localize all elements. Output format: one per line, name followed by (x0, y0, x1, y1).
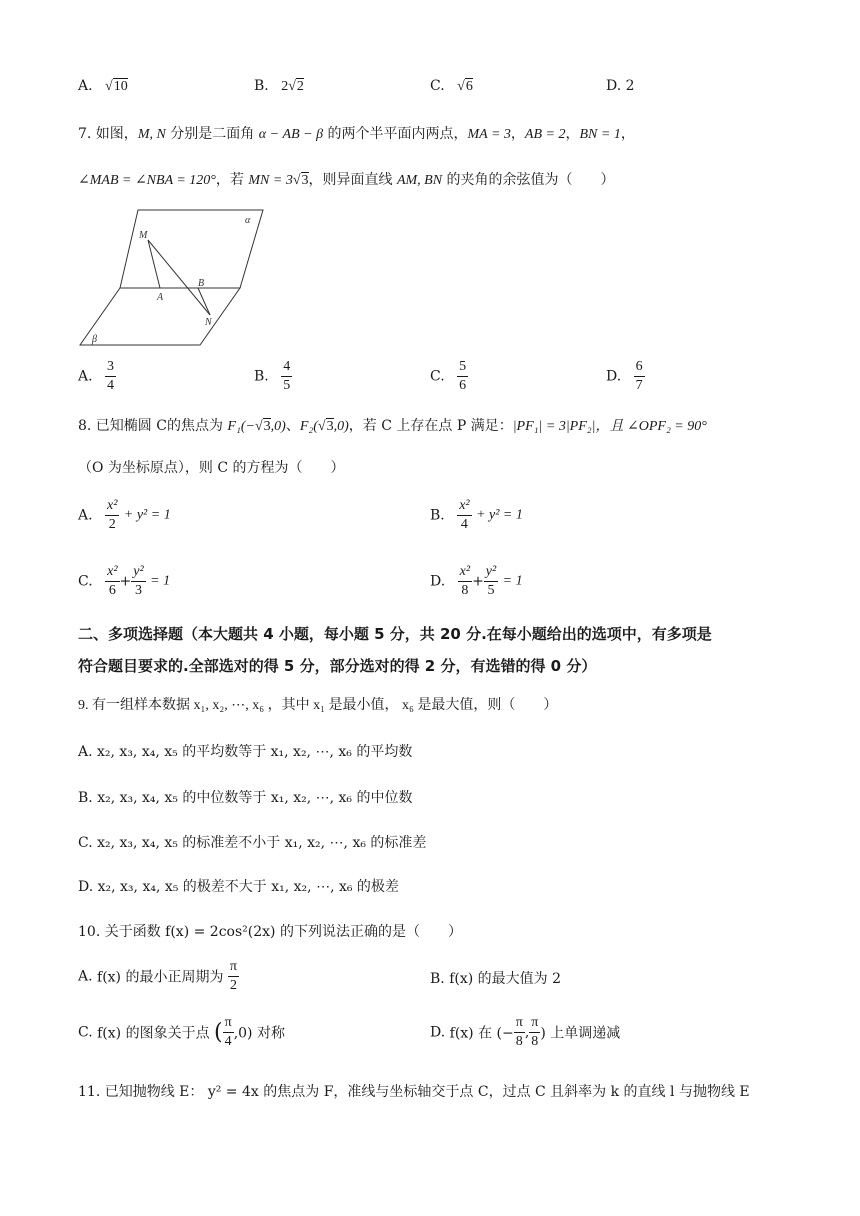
numerator: x² (105, 563, 119, 582)
denominator: 2 (229, 978, 237, 993)
denominator: 8 (461, 583, 469, 598)
numerator: 3 (105, 358, 116, 377)
sqrt-expression: √3 (292, 173, 309, 188)
question-number: 7. 如图， (78, 126, 138, 142)
option-text: f(x) 的最小正周期为 (92, 969, 228, 986)
plus-sign: + (472, 573, 484, 590)
math-expression: ,0) (270, 419, 286, 434)
plus-sign: + (119, 573, 132, 590)
q8-option-c (78, 563, 170, 600)
q8-stem-line2: （O 为坐标原点），则 C 的方程为（ ） (78, 460, 345, 476)
sqrt-expression: √2 (288, 79, 304, 94)
math-expression: MN = 3 (248, 173, 293, 188)
option-label: B. (430, 507, 445, 524)
fraction (457, 358, 468, 395)
q10-option-a (78, 958, 239, 995)
stem-text: ，则异面直线 (308, 172, 397, 188)
numerator: π (223, 1014, 234, 1033)
q6-option-b (254, 78, 304, 95)
coefficient: 2 (281, 79, 289, 94)
fraction (105, 497, 119, 534)
denominator: 5 (283, 378, 291, 393)
q9-option-c: C. x₂, x₃, x₄, x₅ 的标准差不小于 x₁, x₂, ⋯, x₆ 的标准差 (78, 835, 427, 851)
option-label: A. (78, 368, 93, 385)
math-expression: + y² = 1 (476, 507, 523, 523)
math-expression: ,0) (333, 419, 349, 434)
numerator: x² (457, 497, 471, 516)
q8-option-d (430, 563, 523, 600)
math-expression: AM, BN (396, 173, 443, 188)
radicand: 3 (263, 419, 271, 434)
q7-stem-line2 (78, 170, 615, 191)
fraction (458, 563, 472, 600)
math-expression: M, N (137, 127, 166, 142)
fraction (105, 563, 119, 600)
q7-option-c (430, 358, 468, 395)
option-label: B. (254, 78, 269, 94)
label-alpha: α (245, 215, 251, 226)
denominator: 4 (460, 517, 468, 532)
separator: , (524, 1024, 530, 1041)
option-text: ) 上单调递减 (540, 1025, 621, 1042)
fraction (105, 358, 116, 395)
numerator: 6 (634, 358, 645, 377)
numerator: π (529, 1014, 540, 1033)
label-b: B (198, 278, 205, 289)
numerator: 4 (281, 358, 292, 377)
label-a: A (157, 292, 164, 303)
option-label: C. (78, 1024, 93, 1041)
denominator: 2 (108, 517, 116, 532)
q10-option-b: B. f(x) 的最大值为 2 (430, 971, 561, 987)
section2-heading-line1: 二、多项选择题（本大题共 4 小题，每小题 5 分，共 20 分.在每小题给出的选项中，有多项是 (78, 625, 712, 643)
stem-text: 的两个半平面内两点， (323, 126, 468, 142)
q8-option-b (430, 497, 523, 534)
q8-stem-line1 (78, 416, 707, 437)
fraction (634, 358, 645, 395)
option-label: C. (78, 573, 93, 590)
separator: ， (565, 126, 580, 142)
denominator: 6 (108, 583, 116, 598)
q7-option-a (78, 358, 116, 395)
q9-stem: 9. 有一组样本数据 x₁, x₂, ⋯, x₆ ，其中 x₁ 是最小值， x₆ 是最大值，则（ ） (78, 698, 558, 713)
denominator: 4 (107, 378, 115, 393)
q7-stem-line1 (78, 124, 635, 145)
q9-option-b: B. x₂, x₃, x₄, x₅ 的中位数等于 x₁, x₂, ⋯, x₆ 的中位数 (78, 790, 413, 806)
separator: 、 (285, 418, 300, 434)
q9-option-d: D. x₂, x₃, x₄, x₅ 的极差不大于 x₁, x₂, ⋯, x₆ 的极差 (78, 879, 399, 895)
numerator: x² (105, 497, 119, 516)
q6-option-c (430, 78, 473, 95)
math-expression: MA = 3 (467, 127, 511, 142)
denominator: 4 (224, 1034, 232, 1049)
radicand: 2 (296, 79, 304, 94)
separator: ， (510, 126, 525, 142)
stem-text: 的夹角的余弦值为（ ） (442, 172, 615, 188)
option-label: B. (254, 368, 269, 385)
math-expression: F₁(− (227, 419, 255, 434)
denominator: 3 (134, 583, 142, 598)
denominator: 6 (459, 378, 467, 393)
numerator: y² (131, 563, 145, 582)
option-label: A. (78, 507, 93, 524)
option-text: ,0) 对称 (233, 1025, 285, 1042)
q7-option-d (606, 358, 645, 395)
fraction (223, 1014, 234, 1051)
option-label: D. (430, 573, 446, 590)
sqrt-expression: √10 (105, 79, 128, 94)
stem-text: ，若 C 上存在点 P 满足： (348, 418, 513, 434)
option-label: A. (78, 78, 93, 94)
math-expression: = 1 (150, 573, 171, 589)
plane-alpha (120, 210, 263, 288)
label-m: M (139, 230, 148, 241)
denominator: 8 (531, 1034, 539, 1049)
paren: ( (214, 1020, 223, 1045)
q6-option-d: D. 2 (606, 78, 635, 94)
option-text: f(x) 在 (− (445, 1025, 514, 1042)
option-text: f(x) 的图象关于点 (92, 1025, 215, 1042)
separator: ， (620, 126, 635, 142)
stem-text: 分别是二面角 (165, 126, 259, 142)
stem-text: ，若 (215, 172, 249, 188)
denominator: 5 (487, 583, 495, 598)
q6-option-a (78, 78, 128, 95)
sqrt-expression: √3 (254, 419, 271, 434)
math-expression: + y² = 1 (123, 507, 171, 523)
denominator: 8 (515, 1034, 523, 1049)
math-expression: |PF₁| = 3|PF₂| (512, 419, 596, 434)
option-value (281, 79, 304, 94)
fraction (484, 563, 498, 600)
sqrt-expression: √6 (457, 79, 473, 94)
option-label: C. (430, 368, 445, 385)
numerator: x² (458, 563, 472, 582)
option-label: A. (78, 968, 93, 985)
q8-option-a (78, 497, 171, 534)
q10-stem: 10. 关于函数 f(x) = 2cos²(2x) 的下列说法正确的是（ ） (78, 924, 462, 940)
math-expression: α − AB − β (258, 127, 324, 142)
math-expression: ，且 ∠OPF₂ = 90° (595, 419, 707, 434)
radicand: 6 (465, 79, 473, 94)
fraction (131, 563, 145, 600)
math-expression: BN = 1 (579, 127, 621, 142)
q10-option-c (78, 1014, 285, 1051)
radicand: 10 (113, 79, 128, 94)
option-label: D. (430, 1024, 446, 1041)
section2-heading-line2: 符合题目要求的.全部选对的得 5 分，部分选对的得 2 分，有选错的得 0 分） (78, 657, 597, 675)
q11-stem: 11. 已知抛物线 E： y² = 4x 的焦点为 F，准线与坐标轴交于点 C，过点 C 且斜率为 k 的直线 l 与抛物线 E (78, 1084, 750, 1100)
denominator: 7 (635, 378, 643, 393)
dihedral-angle-figure (78, 205, 268, 355)
label-beta: β (92, 334, 97, 345)
numerator: y² (484, 563, 498, 582)
segment-bn (198, 288, 210, 315)
fraction (514, 1014, 525, 1051)
math-expression: AB = 2 (524, 127, 566, 142)
fraction (457, 497, 471, 534)
option-label: D. (606, 368, 622, 385)
label-n: N (205, 317, 212, 328)
fraction (529, 1014, 540, 1051)
option-label: C. (430, 78, 445, 94)
numerator: π (514, 1014, 525, 1033)
math-expression: = 1 (502, 573, 523, 589)
radicand: 3 (301, 173, 309, 188)
math-expression: F₂( (299, 419, 318, 434)
q7-option-b (254, 358, 292, 395)
sqrt-expression: √3 (317, 419, 334, 434)
numerator: π (228, 958, 239, 977)
radicand: 3 (326, 419, 334, 434)
numerator: 5 (457, 358, 468, 377)
math-expression: ∠MAB = ∠NBA = 120° (78, 173, 216, 188)
fraction (228, 958, 239, 995)
question-number: 8. 已知椭圆 C的焦点为 (78, 418, 228, 434)
q9-option-a: A. x₂, x₃, x₄, x₅ 的平均数等于 x₁, x₂, ⋯, x₆ 的平均数 (78, 744, 413, 760)
q10-option-d (430, 1014, 620, 1051)
fraction (281, 358, 292, 395)
